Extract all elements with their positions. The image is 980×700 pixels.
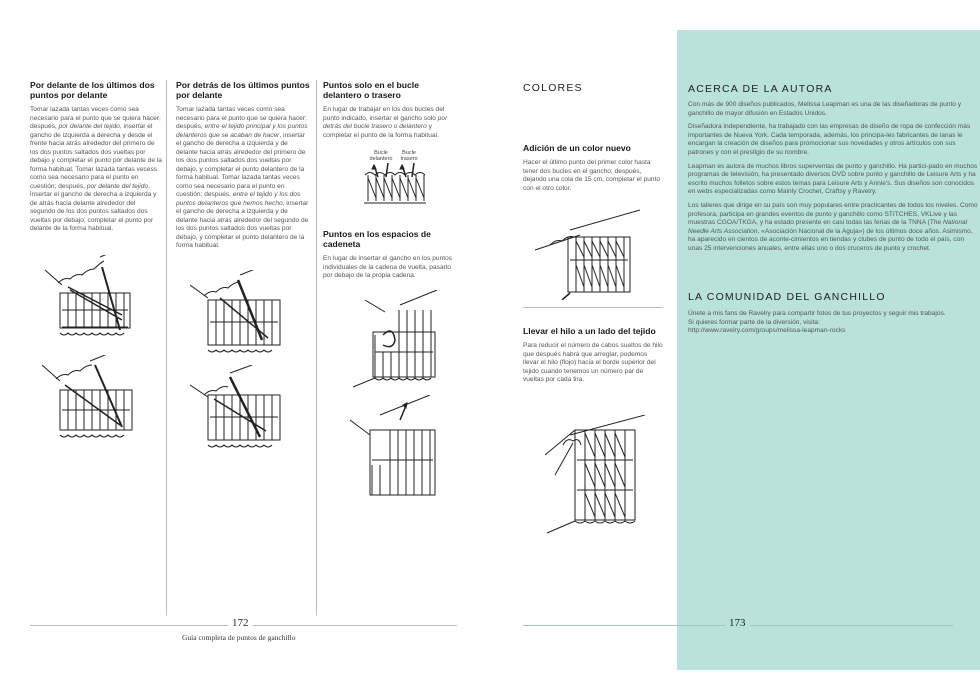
text-run: , insertar el gancho de derecha a izquierda y de delante hacia — [176, 131, 306, 156]
subsection-body: Para reducir el número de cabos sueltos de hilo que después habrá que arreglar, podemos llevar el hilo (flojo) hacia el borde superior del tejido cuando tenemos un número par de vueltas por cada tira. — [523, 342, 663, 383]
label-front-loop: Bucle delantero — [369, 150, 393, 162]
stitch-illustration-back-2 — [190, 365, 290, 455]
about-author-body — [688, 101, 978, 259]
text-run: alrededor del segundo de los dos puntos saltados dos vueltas por debajo, y completar el punto delantero de la forma habitual. — [176, 216, 309, 249]
text-run: , insertar el gancho de derecha a izquierda y de atrás hacia delante alrededor del segundo de los dos puntos saltados dos vueltas por debajo; completar el punto por delante de la forma habitual. — [30, 182, 157, 232]
column-front-post-front — [30, 80, 162, 234]
text-run: En lugar de trabajar en los dos bucles del punto indicado, insertar el gancho solo — [323, 106, 445, 122]
italic-text: atrás — [217, 216, 232, 224]
stitch-illustration-carry-yarn — [545, 415, 645, 535]
italic-text: por delante del tejido — [58, 123, 120, 130]
column-title: Por delante de los últimos dos puntos por delante — [30, 80, 155, 100]
stitch-illustration-color — [530, 205, 640, 300]
text-run: Tomar lazada tantas veces como sea necesario para el punto que se quiera hacer; después, — [176, 106, 307, 130]
book-title-footer: Guía completa de puntos de ganchillo — [182, 633, 296, 642]
stitch-illustration-chain-2 — [345, 395, 445, 500]
italic-text: por delante del tejido — [86, 182, 149, 190]
community-link[interactable]: http://www.ravelry.com/groups/melissa-leapman-rocks — [688, 327, 846, 335]
italic-text: entre el tejido y los dos puntos delanteros que hemos hecho — [176, 191, 301, 207]
stitch-illustration-back-1 — [190, 270, 290, 360]
subsection-title: Adición de un color nuevo — [523, 143, 631, 153]
text-run: Leapman es autora de muchos libros superventas de punto y ganchillo. Ha partici-pado en muchos programas de televisión, ha presentado diversos DVD sobre punto y ganchillo de Leisure Arts y ha escrito muchos folletos sobre estos temas para Leisure Arts y Annie's. Sus diseños son conocidos en webs especializadas como Mainly Crochet, Craftsy y Ravelry. — [688, 162, 978, 196]
column-chain-spaces — [323, 229, 461, 281]
column-body — [176, 106, 311, 251]
text-run: , insertar el gancho de derecha a izquierda y de delante hacia — [176, 199, 309, 224]
italic-text: The National Needle Arts Association — [688, 219, 968, 235]
stitch-illustration-front-1 — [40, 255, 140, 345]
column-body: En lugar de insertar el gancho en los puntos individuales de la cadena de vuelta, pasarlo por debajo de la propia cadena. — [323, 255, 453, 279]
text-run: , insertar el gancho de izquierda a derecha y desde el frente hacia atrás alrededor del primero de los dos puntos saltados dos vueltas por debajo y completar el punto por delante de la forma habitual. Tomar lazada tantas vecess como sea necesario para el punto en cuestión; después, — [30, 123, 162, 190]
subsection-new-color — [523, 143, 661, 193]
community-body — [688, 310, 978, 336]
about-paragraph — [688, 101, 978, 118]
about-author-title: ACERCA DE LA AUTORA — [688, 83, 833, 95]
italic-text: entre el tejido principal y los puntos delanteros que se acaban de hacer — [176, 123, 308, 139]
about-paragraph — [688, 123, 978, 157]
stitch-illustration-front-2 — [40, 355, 140, 445]
about-paragraph — [688, 202, 978, 254]
text-run: Con más de 900 diseños publicados, Melissa Leapman es una de las diseñadoras de punto y ganchillo de mayor difusión en Estados Unidos. — [688, 101, 962, 117]
community-line: Si quieres formar parte de la diversión, visita: — [688, 318, 820, 326]
column-divider — [166, 80, 167, 615]
stitch-illustration-chain-1 — [345, 290, 445, 390]
stitch-illustration-loops — [360, 163, 430, 208]
column-title: Por detrás de los últimos puntos por delante — [176, 80, 310, 100]
column-title: Puntos solo en el bucle delantero o trasero — [323, 80, 419, 100]
page-number-left: 172 — [228, 617, 253, 629]
text-run: Tomar lazada tantas veces como sea necesario para el punto que se quiera hacer; después, — [30, 106, 161, 130]
subsection-carry-yarn — [523, 326, 663, 385]
label-back-loop: Bucle trasero — [400, 150, 418, 162]
text-run: y completar el punto de la forma habitual. — [323, 123, 439, 139]
about-paragraph — [688, 163, 978, 197]
section-title-colores: COLORES — [523, 82, 583, 94]
community-title: LA COMUNIDAD DEL GANCHILLO — [688, 291, 886, 303]
text-run: alrededor del primero de los dos puntos saltados dos vueltas por debajo, y completar el punto delantero de la forma habitual. Tomar lazada tantas veces como sea necesario para el punto en cuestión; después, — [176, 148, 306, 198]
column-body — [323, 106, 458, 140]
subsection-body: Hacer el último punto del primer color hasta tener dos bucles en el gancho; después, dejando una cola de 15 cm, completar el punto con el otro color. — [523, 159, 661, 192]
column-divider — [316, 80, 317, 615]
column-loops — [323, 80, 458, 140]
community-line: Únete a mis fans de Ravelry para compartir fotos de tus proyectos y seguir mis trabajos. — [688, 310, 946, 317]
subsection-title: Llevar el hilo a un lado del tejido — [523, 326, 656, 336]
text-run: Diseñadora independiente, ha trabajado con las empresas de diseño de ropa de confección más importantes de Nueva York. Cada temporada, además, los principa-les fabricantes de lanas le encargan la creación de diseños para promocionar sus novedades y otros artículos con sus patrones y con el prestigio de su nombre. — [688, 123, 971, 156]
column-title: Puntos en los espacios de cadeneta — [323, 229, 431, 249]
text-run: , «Asociación Nacional de la Aguja») de los últimos doce años. Asimismo, ha aparecido en cientos de aconte-cimientos en tiendas y clubes de punto de todo el país, con unas 25 intervenciones anuales, entre ellas uno o dos cruceros de punto y crochet. — [688, 227, 973, 252]
column-back-post-front — [176, 80, 311, 251]
italic-text: atrás — [217, 148, 232, 156]
italic-text: por detrás del bucle trasero o delantero — [323, 114, 448, 130]
column-body — [30, 106, 162, 234]
page-number-right: 173 — [725, 617, 750, 629]
subsection-divider — [523, 307, 663, 308]
text-run: Los talleres que dirige en su país son muy populares entre practicantes de todos los niveles. Como profesora, participa en grandes eventos de punto y ganchillo como STITCHES, VKLive y las muestras CGOA/TKGA, y ha estado presente en casi todas las ferias de la TNNA ( — [688, 201, 978, 227]
